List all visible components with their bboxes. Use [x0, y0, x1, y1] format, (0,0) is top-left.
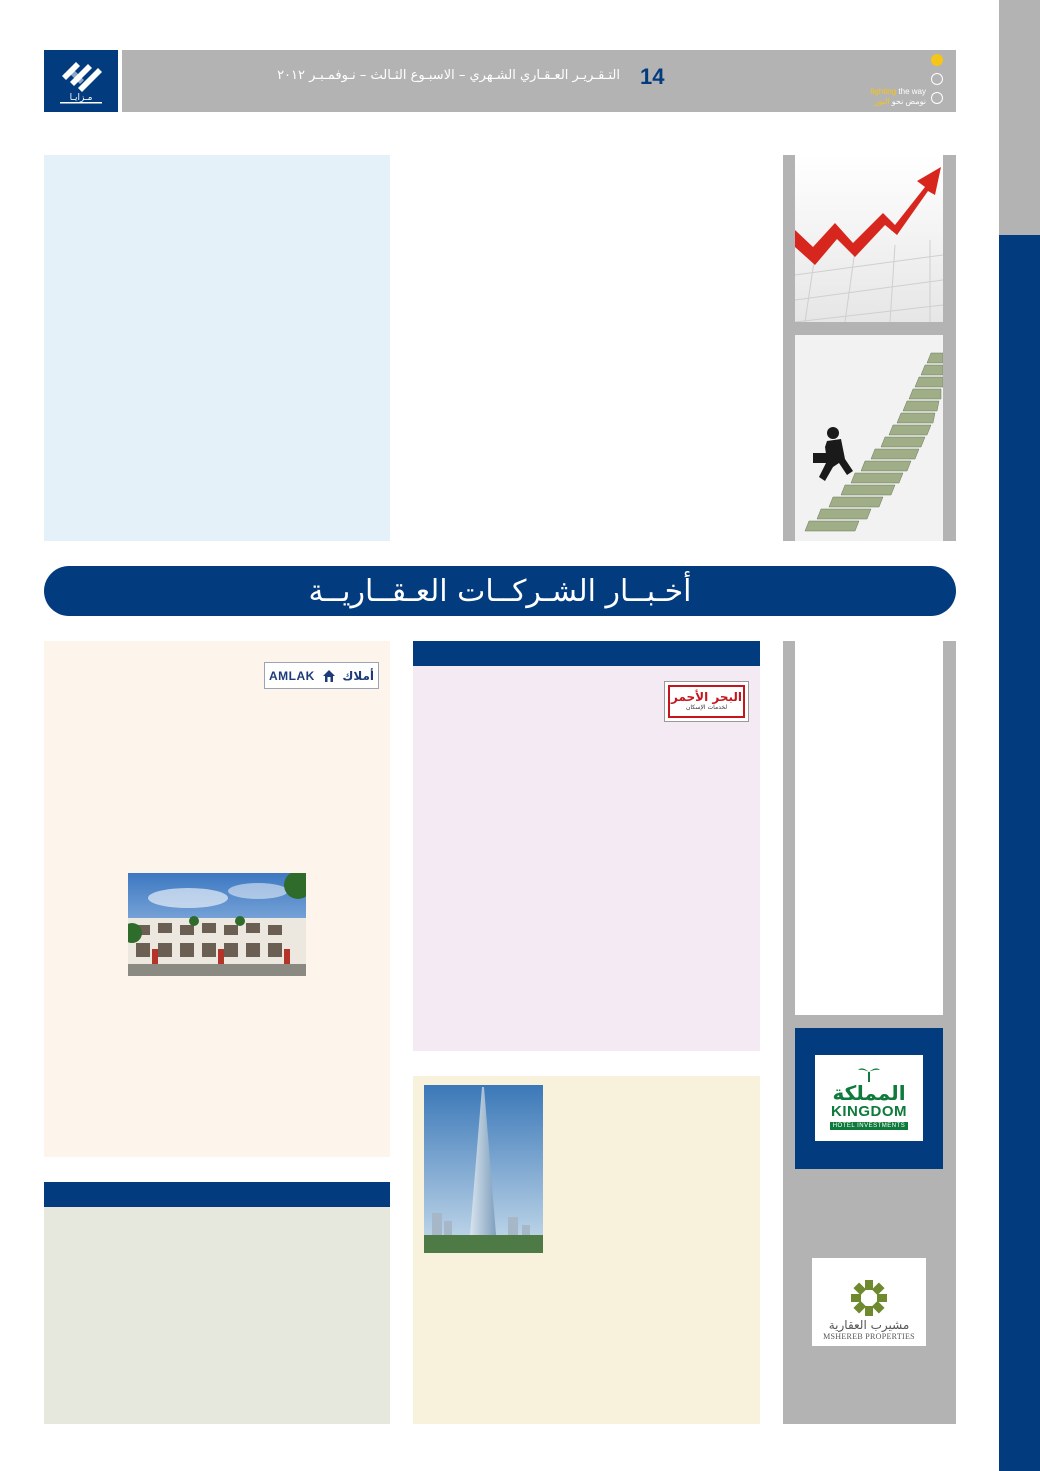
villas-image [128, 873, 306, 976]
amlak-logo-en: AMLAK [269, 668, 315, 683]
report-title: التـقـريـر العـقـاري الشـهري – الاسبـوع الثـالث – نـوفمـبـر ٢٠١٢ [277, 68, 620, 83]
amlak-logo [264, 662, 379, 689]
redsea-logo [664, 681, 749, 722]
news-panel-sage-header [44, 1182, 390, 1207]
rising-arrow-image [795, 155, 943, 322]
redsea-logo-ar: البحر الأحمر [671, 690, 743, 704]
news-panel-sage [44, 1182, 390, 1424]
tagline-en: the way [896, 87, 926, 96]
kingdom-logo-ar: المملكة [832, 1081, 906, 1105]
svg-text:مـزايـا: مـزايـا [69, 93, 93, 103]
amlak-logo-ar: أملاك [342, 668, 374, 683]
page-number: 14 [640, 64, 665, 89]
kingdom-logo-sub: HOTEL INVESTMENTS [830, 1122, 909, 1130]
msheireb-logo-ar: مشيرب العقارية [828, 1318, 910, 1332]
edge-tab-gray [999, 0, 1040, 235]
msheireb-logo-en: MSHEREB PROPERTIES [823, 1332, 915, 1341]
kingdom-logo [815, 1055, 923, 1141]
house-icon [322, 669, 336, 683]
brand-logo-icon [44, 50, 118, 112]
indicator-dot-empty [931, 92, 943, 104]
palm-icon [858, 1066, 880, 1082]
tagline-highlight-en: lighting [870, 87, 897, 96]
kingdom-logo-en: KINGDOM [831, 1103, 907, 1120]
msheireb-logo [812, 1258, 926, 1346]
brand-logo [44, 50, 118, 112]
section-title: أخـبــار الشـركــات العـقــاريــة [308, 574, 692, 609]
kingdom-tower-image [424, 1085, 543, 1253]
text-panel-blue [44, 155, 390, 541]
indicator-dot-filled [931, 54, 943, 66]
tagline-highlight-ar: النور [874, 97, 890, 106]
tagline [820, 87, 926, 107]
money-stairs-image [795, 335, 943, 541]
tagline-ar: نومض نحو [889, 97, 926, 106]
edge-tab-blue [999, 235, 1040, 1471]
news-panel-redsea-header [413, 641, 760, 666]
indicator-dot-empty [931, 73, 943, 85]
msheireb-emblem-icon [849, 1278, 889, 1318]
redsea-logo-sub: لخدمات الإسكان [685, 704, 728, 711]
side-blank-panel [795, 641, 943, 1015]
